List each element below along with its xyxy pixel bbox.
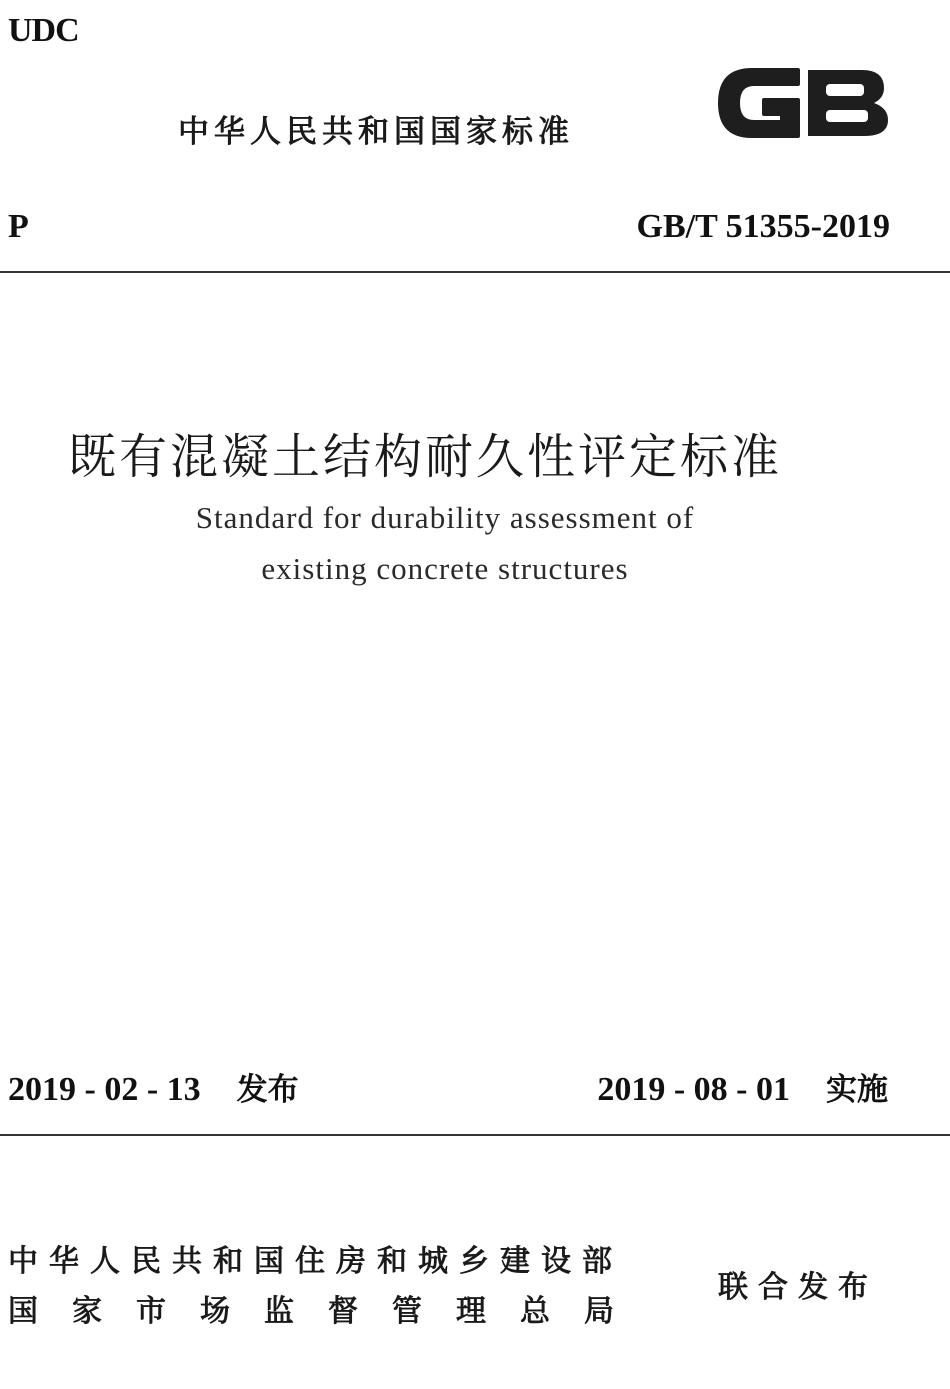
gb-logo-icon xyxy=(712,56,892,150)
issue-date: 2019 - 02 - 13 xyxy=(8,1071,201,1108)
top-divider xyxy=(0,271,950,273)
classification-code: P xyxy=(8,208,29,245)
bottom-divider xyxy=(0,1134,950,1136)
national-standard-heading: 中华人民共和国国家标准 xyxy=(178,114,574,150)
issue-label: 发布 xyxy=(236,1072,299,1108)
title-chinese: 既有混凝土结构耐久性评定标准 xyxy=(68,429,783,485)
standard-code: GB/T 51355-2019 xyxy=(636,208,890,245)
title-english-line2: existing concrete structures xyxy=(261,551,629,586)
issuer-administration: 国家市场监督管理总局 xyxy=(8,1294,648,1329)
udc-label: UDC xyxy=(8,12,79,49)
effective-date: 2019 - 08 - 01 xyxy=(597,1071,790,1108)
effective-label: 实施 xyxy=(826,1072,888,1108)
issuer-ministry: 中华人民共和国住房和城乡建设部 xyxy=(8,1244,623,1279)
title-english-line1: Standard for durability assessment of xyxy=(195,500,695,535)
effective-date-block xyxy=(597,1064,888,1109)
joint-issue-label: 联合发布 xyxy=(718,1270,878,1305)
issue-date-block xyxy=(8,1064,299,1109)
